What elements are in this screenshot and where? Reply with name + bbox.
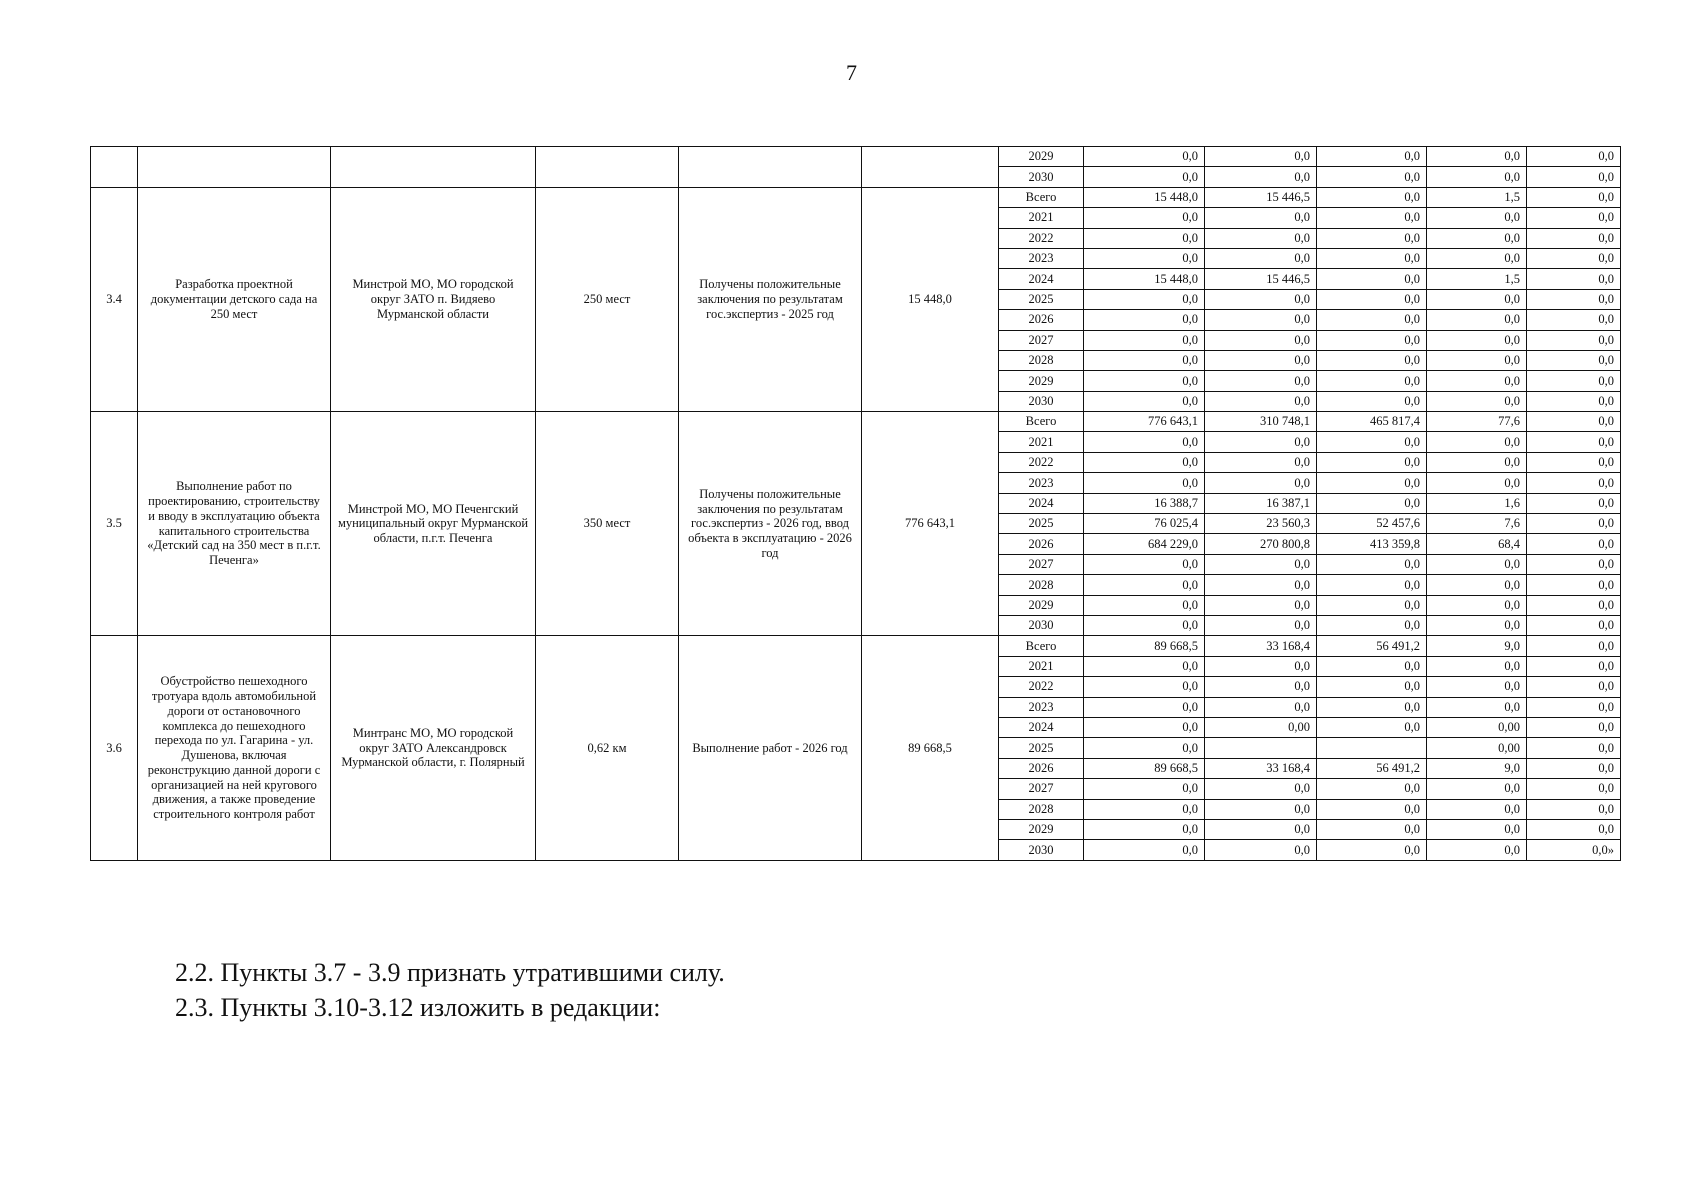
year-cell: 2025 — [999, 514, 1084, 534]
value-cell: 0,0 — [1427, 615, 1527, 635]
value-cell: 0,0 — [1084, 799, 1205, 819]
value-cell: 0,0 — [1427, 697, 1527, 717]
value-cell: 0,0 — [1205, 432, 1317, 452]
year-cell: Всего — [999, 636, 1084, 656]
value-cell: 0,0 — [1427, 595, 1527, 615]
value-cell: 0,0 — [1084, 840, 1205, 860]
year-cell: 2030 — [999, 840, 1084, 860]
value-cell: 0,0 — [1527, 636, 1621, 656]
value-cell: 0,0 — [1527, 534, 1621, 554]
item-executor: Минстрой МО, МО Печенгский муниципальный округ Мурманской области, п.г.т. Печенга — [331, 412, 536, 636]
value-cell: 0,0 — [1527, 615, 1621, 635]
value-cell: 33 168,4 — [1205, 636, 1317, 656]
value-cell: 0,0 — [1527, 432, 1621, 452]
value-cell: 0,0 — [1317, 147, 1427, 167]
value-cell: 0,0 — [1084, 208, 1205, 228]
item-result: Получены положительные заключения по результатам гос.экспертиз - 2025 год — [679, 187, 862, 411]
value-cell: 0,00 — [1427, 717, 1527, 737]
value-cell: 0,0 — [1527, 473, 1621, 493]
value-cell: 413 359,8 — [1317, 534, 1427, 554]
value-cell: 89 668,5 — [1084, 636, 1205, 656]
year-cell: 2029 — [999, 371, 1084, 391]
value-cell: 0,0 — [1317, 493, 1427, 513]
value-cell: 0,0 — [1427, 289, 1527, 309]
value-cell: 0,0 — [1427, 228, 1527, 248]
year-cell: 2027 — [999, 330, 1084, 350]
value-cell: 0,0 — [1527, 208, 1621, 228]
value-cell: 0,0 — [1427, 432, 1527, 452]
value-cell: 0,0 — [1084, 432, 1205, 452]
year-cell: 2024 — [999, 269, 1084, 289]
value-cell: 0,0 — [1205, 350, 1317, 370]
value-cell: 0,0 — [1317, 575, 1427, 595]
item-number: 3.5 — [91, 412, 138, 636]
value-cell: 0,0 — [1427, 840, 1527, 860]
value-cell: 0,0 — [1527, 738, 1621, 758]
item-name: Обустройство пешеходного тротуара вдоль автомобильной дороги от остановочного комплекса до пешеходного перехода по ул. Гагарина - ул. Душенова, включая реконструкцию данной дороги с организацией на ней кругового движения, а также проведение строительного контроля работ — [138, 636, 331, 860]
value-cell: 310 748,1 — [1205, 412, 1317, 432]
value-cell: 0,0 — [1084, 452, 1205, 472]
item-capacity: 0,62 км — [536, 636, 679, 860]
result-cell — [679, 147, 862, 188]
table-row — [91, 187, 1621, 207]
value-cell: 0,0 — [1205, 289, 1317, 309]
year-cell: 2028 — [999, 799, 1084, 819]
value-cell: 0,00 — [1205, 717, 1317, 737]
value-cell: 0,0 — [1317, 167, 1427, 187]
value-cell: 0,0 — [1205, 799, 1317, 819]
item-total: 15 448,0 — [862, 187, 999, 411]
year-cell: 2021 — [999, 208, 1084, 228]
total-cell — [862, 147, 999, 188]
value-cell: 0,0 — [1084, 575, 1205, 595]
value-cell: 0,0 — [1317, 330, 1427, 350]
value-cell: 0,0 — [1205, 248, 1317, 268]
item-name: Выполнение работ по проектированию, строительству и вводу в эксплуатацию объекта капитального строительства «Детский сад на 350 мест в п.г.т. Печенга» — [138, 412, 331, 636]
value-cell: 0,0 — [1317, 248, 1427, 268]
year-cell: 2024 — [999, 493, 1084, 513]
year-cell: 2027 — [999, 779, 1084, 799]
item-number: 3.4 — [91, 187, 138, 411]
value-cell: 0,0 — [1084, 289, 1205, 309]
value-cell: 0,0 — [1527, 493, 1621, 513]
value-cell: 0,0 — [1427, 452, 1527, 472]
value-cell: 0,0 — [1427, 779, 1527, 799]
value-cell: 1,6 — [1427, 493, 1527, 513]
value-cell: 0,0 — [1427, 208, 1527, 228]
table-row — [91, 147, 1621, 167]
year-cell: 2025 — [999, 738, 1084, 758]
value-cell: 0,0 — [1527, 799, 1621, 819]
value-cell: 0,0 — [1317, 656, 1427, 676]
value-cell: 56 491,2 — [1317, 758, 1427, 778]
value-cell: 0,0 — [1317, 452, 1427, 472]
value-cell: 0,0 — [1084, 595, 1205, 615]
table-row — [91, 412, 1621, 432]
value-cell: 0,0 — [1084, 738, 1205, 758]
value-cell: 0,0 — [1205, 208, 1317, 228]
value-cell: 776 643,1 — [1084, 412, 1205, 432]
value-cell: 0,0 — [1527, 269, 1621, 289]
value-cell: 0,0 — [1427, 677, 1527, 697]
value-cell: 0,0 — [1205, 575, 1317, 595]
value-cell: 0,0 — [1205, 615, 1317, 635]
value-cell: 0,0 — [1527, 595, 1621, 615]
value-cell: 0,0 — [1527, 412, 1621, 432]
value-cell: 0,0 — [1317, 289, 1427, 309]
item-total: 89 668,5 — [862, 636, 999, 860]
value-cell: 0,0 — [1317, 799, 1427, 819]
year-cell: 2021 — [999, 432, 1084, 452]
value-cell: 77,6 — [1427, 412, 1527, 432]
value-cell: 0,0 — [1527, 677, 1621, 697]
year-cell: 2021 — [999, 656, 1084, 676]
value-cell: 0,0 — [1084, 779, 1205, 799]
value-cell: 0,0 — [1427, 310, 1527, 330]
value-cell: 0,0 — [1317, 187, 1427, 207]
year-cell: 2022 — [999, 228, 1084, 248]
year-cell: 2023 — [999, 248, 1084, 268]
item-capacity: 350 мест — [536, 412, 679, 636]
item-result: Получены положительные заключения по результатам гос.экспертиз - 2026 год, ввод объекта в эксплуатацию - 2026 год — [679, 412, 862, 636]
value-cell: 0,0 — [1527, 289, 1621, 309]
value-cell: 0,0 — [1205, 840, 1317, 860]
value-cell: 15 448,0 — [1084, 269, 1205, 289]
item-result: Выполнение работ - 2026 год — [679, 636, 862, 860]
value-cell: 23 560,3 — [1205, 514, 1317, 534]
value-cell: 0,0 — [1427, 799, 1527, 819]
value-cell: 0,0 — [1527, 452, 1621, 472]
value-cell: 0,0 — [1084, 473, 1205, 493]
value-cell: 15 448,0 — [1084, 187, 1205, 207]
year-cell: 2030 — [999, 615, 1084, 635]
value-cell: 0,0 — [1205, 819, 1317, 839]
value-cell: 0,0 — [1427, 330, 1527, 350]
value-cell: 56 491,2 — [1317, 636, 1427, 656]
value-cell: 0,0 — [1317, 350, 1427, 370]
value-cell: 0,0 — [1084, 371, 1205, 391]
value-cell: 0,0 — [1527, 656, 1621, 676]
value-cell: 0,0» — [1527, 840, 1621, 860]
value-cell: 0,0 — [1205, 697, 1317, 717]
value-cell — [1317, 738, 1427, 758]
item-name: Разработка проектной документации детского сада на 250 мест — [138, 187, 331, 411]
value-cell: 0,0 — [1527, 371, 1621, 391]
value-cell: 0,0 — [1427, 248, 1527, 268]
year-cell: 2026 — [999, 758, 1084, 778]
value-cell: 0,0 — [1317, 595, 1427, 615]
year-cell: 2027 — [999, 554, 1084, 574]
item-executor: Минтранс МО, МО городской округ ЗАТО Александровск Мурманской области, г. Полярный — [331, 636, 536, 860]
executor-cell — [331, 147, 536, 188]
year-cell: 2026 — [999, 534, 1084, 554]
value-cell: 0,0 — [1317, 554, 1427, 574]
value-cell: 0,0 — [1205, 452, 1317, 472]
value-cell: 0,0 — [1527, 248, 1621, 268]
value-cell: 0,0 — [1527, 697, 1621, 717]
value-cell: 0,0 — [1084, 350, 1205, 370]
value-cell: 0,0 — [1205, 779, 1317, 799]
table-row — [91, 636, 1621, 656]
capacity-cell — [536, 147, 679, 188]
value-cell: 0,0 — [1205, 554, 1317, 574]
value-cell: 0,0 — [1427, 473, 1527, 493]
value-cell: 0,0 — [1527, 575, 1621, 595]
value-cell: 0,0 — [1427, 575, 1527, 595]
value-cell: 0,0 — [1427, 554, 1527, 574]
value-cell: 0,0 — [1527, 147, 1621, 167]
value-cell: 0,0 — [1527, 167, 1621, 187]
value-cell: 0,0 — [1317, 310, 1427, 330]
value-cell: 0,0 — [1527, 819, 1621, 839]
value-cell: 0,0 — [1084, 697, 1205, 717]
value-cell: 684 229,0 — [1084, 534, 1205, 554]
value-cell: 0,0 — [1527, 310, 1621, 330]
value-cell: 0,0 — [1205, 656, 1317, 676]
value-cell: 15 446,5 — [1205, 187, 1317, 207]
value-cell: 0,0 — [1205, 595, 1317, 615]
value-cell: 7,6 — [1427, 514, 1527, 534]
value-cell: 0,0 — [1084, 310, 1205, 330]
value-cell: 0,0 — [1527, 758, 1621, 778]
value-cell: 0,0 — [1205, 167, 1317, 187]
program-table — [90, 146, 1621, 861]
value-cell: 0,0 — [1317, 697, 1427, 717]
value-cell: 0,0 — [1084, 228, 1205, 248]
year-cell: 2029 — [999, 819, 1084, 839]
value-cell: 0,0 — [1084, 147, 1205, 167]
item-capacity: 250 мест — [536, 187, 679, 411]
value-cell: 52 457,6 — [1317, 514, 1427, 534]
value-cell: 0,0 — [1317, 269, 1427, 289]
item-total: 776 643,1 — [862, 412, 999, 636]
year-cell: Всего — [999, 412, 1084, 432]
value-cell: 9,0 — [1427, 636, 1527, 656]
value-cell: 0,0 — [1527, 350, 1621, 370]
value-cell: 0,0 — [1205, 310, 1317, 330]
value-cell: 0,0 — [1317, 208, 1427, 228]
value-cell: 0,0 — [1317, 819, 1427, 839]
value-cell: 465 817,4 — [1317, 412, 1427, 432]
value-cell: 0,0 — [1317, 432, 1427, 452]
value-cell: 270 800,8 — [1205, 534, 1317, 554]
number-cell — [91, 147, 138, 188]
value-cell: 0,0 — [1317, 615, 1427, 635]
value-cell: 0,0 — [1084, 391, 1205, 411]
value-cell: 0,0 — [1084, 615, 1205, 635]
value-cell: 0,0 — [1084, 656, 1205, 676]
year-cell: 2028 — [999, 575, 1084, 595]
year-cell: 2023 — [999, 697, 1084, 717]
value-cell: 0,0 — [1317, 840, 1427, 860]
value-cell: 0,0 — [1317, 473, 1427, 493]
year-cell: 2026 — [999, 310, 1084, 330]
year-cell: 2022 — [999, 677, 1084, 697]
value-cell: 76 025,4 — [1084, 514, 1205, 534]
value-cell: 0,0 — [1527, 779, 1621, 799]
value-cell: 1,5 — [1427, 269, 1527, 289]
paragraph-2-3: 2.3. Пункты 3.10-3.12 изложить в редакции: — [175, 993, 661, 1022]
value-cell — [1205, 738, 1317, 758]
year-cell: 2023 — [999, 473, 1084, 493]
year-cell: 2028 — [999, 350, 1084, 370]
value-cell: 1,5 — [1427, 187, 1527, 207]
value-cell: 15 446,5 — [1205, 269, 1317, 289]
value-cell: 0,0 — [1427, 819, 1527, 839]
value-cell: 0,0 — [1317, 677, 1427, 697]
value-cell: 0,0 — [1527, 514, 1621, 534]
value-cell: 0,0 — [1317, 228, 1427, 248]
name-cell — [138, 147, 331, 188]
value-cell: 0,0 — [1205, 228, 1317, 248]
value-cell: 0,0 — [1527, 554, 1621, 574]
value-cell: 0,0 — [1527, 228, 1621, 248]
value-cell: 0,0 — [1427, 371, 1527, 391]
value-cell: 0,0 — [1205, 371, 1317, 391]
value-cell: 0,0 — [1084, 167, 1205, 187]
value-cell: 0,0 — [1205, 473, 1317, 493]
value-cell: 0,0 — [1527, 330, 1621, 350]
value-cell: 0,0 — [1527, 391, 1621, 411]
value-cell: 16 388,7 — [1084, 493, 1205, 513]
value-cell: 0,0 — [1084, 554, 1205, 574]
item-number: 3.6 — [91, 636, 138, 860]
value-cell: 9,0 — [1427, 758, 1527, 778]
year-cell: 2029 — [999, 147, 1084, 167]
value-cell: 0,0 — [1527, 717, 1621, 737]
value-cell: 0,0 — [1427, 391, 1527, 411]
year-cell: 2030 — [999, 167, 1084, 187]
value-cell: 0,0 — [1084, 717, 1205, 737]
value-cell: 0,0 — [1205, 147, 1317, 167]
year-cell: Всего — [999, 187, 1084, 207]
value-cell: 0,0 — [1084, 330, 1205, 350]
value-cell: 0,0 — [1317, 779, 1427, 799]
year-cell: 2025 — [999, 289, 1084, 309]
value-cell: 0,0 — [1205, 677, 1317, 697]
value-cell: 0,0 — [1205, 391, 1317, 411]
value-cell: 0,0 — [1427, 350, 1527, 370]
value-cell: 0,0 — [1084, 248, 1205, 268]
value-cell: 0,0 — [1527, 187, 1621, 207]
value-cell: 89 668,5 — [1084, 758, 1205, 778]
item-executor: Минстрой МО, МО городской округ ЗАТО п. Видяево Мурманской области — [331, 187, 536, 411]
paragraph-2-2: 2.2. Пункты 3.7 - 3.9 признать утратившими силу. — [175, 958, 725, 987]
value-cell: 33 168,4 — [1205, 758, 1317, 778]
value-cell: 0,0 — [1427, 167, 1527, 187]
value-cell: 0,0 — [1427, 147, 1527, 167]
value-cell: 16 387,1 — [1205, 493, 1317, 513]
value-cell: 0,0 — [1084, 819, 1205, 839]
value-cell: 0,0 — [1317, 391, 1427, 411]
value-cell: 0,0 — [1317, 371, 1427, 391]
value-cell: 68,4 — [1427, 534, 1527, 554]
year-cell: 2029 — [999, 595, 1084, 615]
year-cell: 2024 — [999, 717, 1084, 737]
value-cell: 0,0 — [1084, 677, 1205, 697]
value-cell: 0,0 — [1317, 717, 1427, 737]
value-cell: 0,0 — [1427, 656, 1527, 676]
year-cell: 2030 — [999, 391, 1084, 411]
page-number: 7 — [846, 60, 857, 85]
year-cell: 2022 — [999, 452, 1084, 472]
value-cell: 0,0 — [1205, 330, 1317, 350]
value-cell: 0,00 — [1427, 738, 1527, 758]
